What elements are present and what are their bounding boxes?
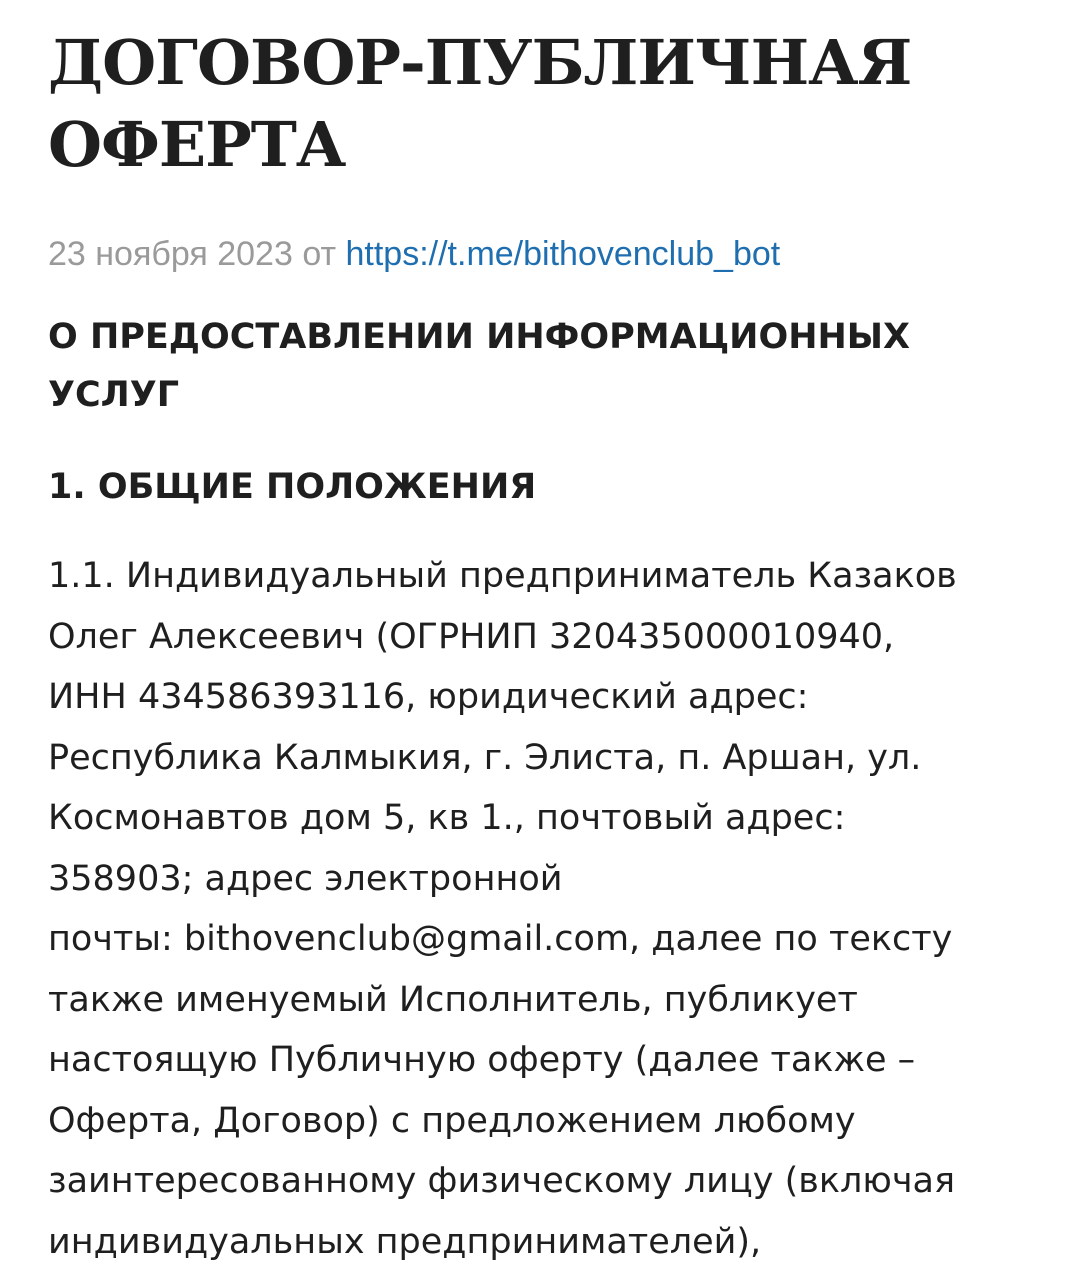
page-title — [48, 0, 1038, 186]
article-meta — [48, 232, 1038, 276]
paragraph-line: индивидуальных предпринимателей), — [48, 1212, 1038, 1272]
subtitle-line-2: УСЛУГ — [48, 375, 179, 415]
paragraph-line: Космонавтов дом 5, кв 1., почтовый адрес: — [48, 788, 1038, 849]
paragraph-line: Оферта, Договор) с предложением любому — [48, 1091, 1038, 1152]
author-link[interactable]: https://t.me/bithovenclub_bot — [346, 235, 781, 273]
subtitle-line-1: О ПРЕДОСТАВЛЕНИИ ИНФОРМАЦИОННЫХ — [48, 317, 910, 357]
section-paragraph — [48, 546, 1038, 1272]
document-subtitle — [48, 308, 1038, 424]
publish-date: 23 ноября 2023 — [48, 235, 293, 273]
article — [48, 0, 1038, 1272]
paragraph-line: настоящую Публичную оферту (далее также – — [48, 1030, 1038, 1091]
paragraph-line: Олег Алексеевич (ОГРНИП 320435000010940, — [48, 607, 1038, 668]
author-prefix: от — [302, 235, 336, 273]
paragraph-line: ИНН 434586393116, юридический адрес: — [48, 667, 1038, 728]
paragraph-line: 358903; адрес электронной — [48, 849, 1038, 910]
title-line-2: ОФЕРТА — [48, 108, 345, 181]
paragraph-line: заинтересованному физическому лицу (включая — [48, 1151, 1038, 1212]
paragraph-line: 1.1. Индивидуальный предприниматель Казаков — [48, 546, 1038, 607]
section-heading: 1. ОБЩИЕ ПОЛОЖЕНИЯ — [48, 458, 1038, 516]
title-line-1: ДОГОВОР-ПУБЛИЧНАЯ — [48, 26, 911, 99]
paragraph-line: также именуемый Исполнитель, публикует — [48, 970, 1038, 1031]
paragraph-line: почты: bithovenclub@gmail.com, далее по тексту — [48, 909, 1038, 970]
paragraph-line: Республика Калмыкия, г. Элиста, п. Аршан, ул. — [48, 728, 1038, 789]
